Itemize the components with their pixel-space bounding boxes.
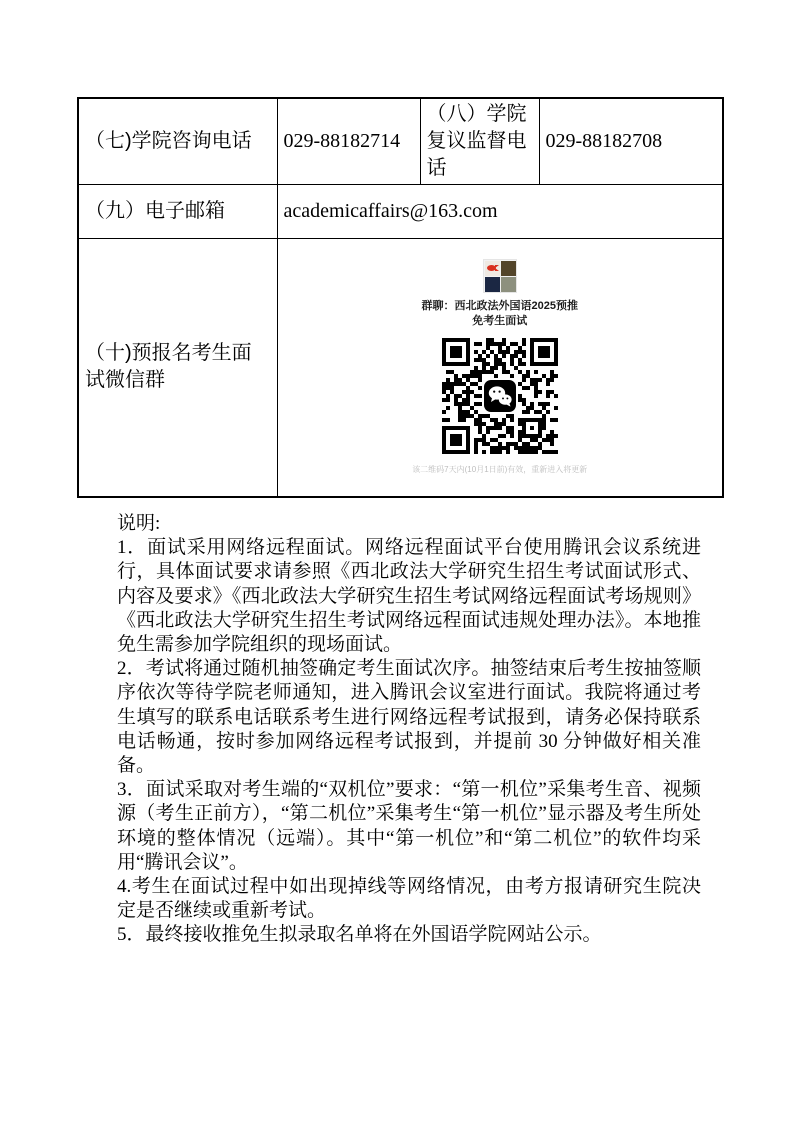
qr-validity-caption: 该二维码7天内(10月1日前)有效，重新进入将更新 [412,465,588,475]
avatar-tile [501,277,516,292]
wechat-group-name-line1: 群聊：西北政法外国语2025预推 [421,300,578,313]
note-item-1: 1．面试采用网络远程面试。网络远程面试平台使用腾讯会议系统进行，具体面试要求请参照《西北政法大学研究生招生考试面试形式、内容及要求》《西北政法大学研究生招生考试网络远程面试考场规则》《西北政法大学研究生招生考试网络远程面试违规处理办法》。本地推免生需参加学院组织的现场面试。 [117,537,701,656]
note-item-5: 5．最终接收推免生拟录取名单将在外国语学院网站公示。 [117,924,602,946]
table-row [78,239,723,497]
avatar-tile-fish [485,261,500,276]
email-value-cell: academicaffairs@163.com [277,185,723,239]
wechat-group-name-line2: 免考生面试 [472,315,528,328]
review-phone-label-cell: （八）学院复议监督电话 [420,98,539,185]
wechat-group-card [284,259,717,475]
review-phone-value-cell: 029-88182708 [539,98,723,185]
notes-heading: 说明: [117,513,161,534]
contact-info-table [77,97,724,498]
consult-phone-label-cell: （七)学院咨询电话 [78,98,277,185]
avatar-tile [501,261,516,276]
avatar-tile [485,277,500,292]
table-row [78,185,723,239]
table-row [78,98,723,185]
wechat-group-qr-code [442,338,558,454]
notes-section [117,512,701,948]
wechat-logo-icon [484,380,516,412]
wechat-group-qr-cell [277,239,723,497]
note-item-2: 2．考试将通过随机抽签确定考生面试次序。抽签结束后考生按抽签顺序依次等待学院老师通知，进入腾讯会议室进行面试。我院将通过考生填写的联系电话联系考生进行网络远程考试报到，请务必保持联系电话畅通，按时参加网络远程考试报到，并提前 30 分钟做好相关准备。 [117,658,701,777]
note-item-4: 4.考生在面试过程中如出现掉线等网络情况，由考方报请研究生院决定是否继续或重新考试。 [117,876,701,922]
wechat-group-label-cell: （十)预报名考生面试微信群 [78,239,277,497]
wechat-group-avatar [483,259,517,293]
fish-icon [487,265,496,271]
note-item-3: 3．面试采取对考生端的“双机位”要求：“第一机位”采集考生音、视频源（考生正前方），“第二机位”采集考生“第一机位”显示器及考生所处环境的整体情况（远端）。其中“第一机位”和“第二机位”的软件均采用“腾讯会议”。 [117,779,701,873]
email-label-cell: （九）电子邮箱 [78,185,277,239]
consult-phone-value-cell: 029-88182714 [277,98,420,185]
